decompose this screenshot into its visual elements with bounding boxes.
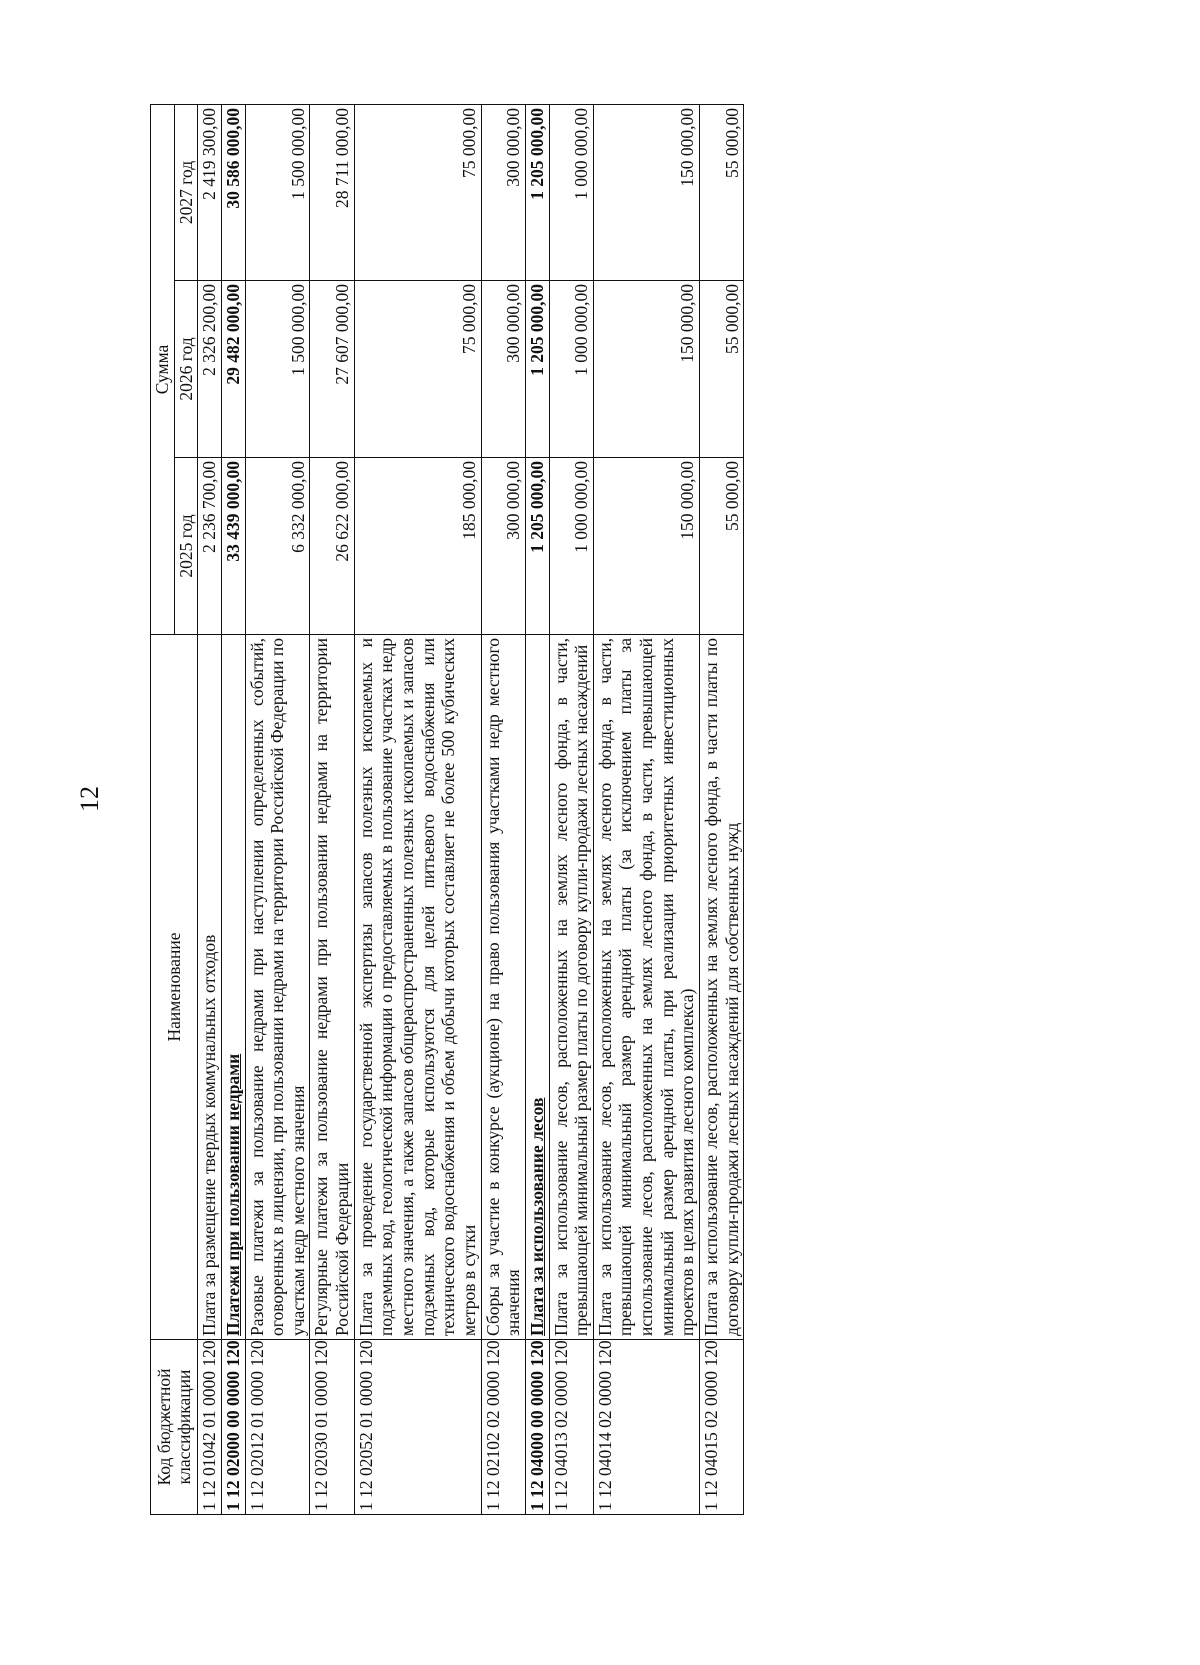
table-row <box>481 104 525 1514</box>
table-row <box>700 104 744 1514</box>
table-row <box>310 104 354 1514</box>
name-text: Плата за размещение твердых коммунальных отходов <box>199 934 220 1336</box>
value-2025-cell: 1 205 000,00 <box>525 458 549 635</box>
name-text: Разовые платежи за пользование недрами при наступлении определенных событий, оговоренных в лицензии, при пользовании недрами на территории Российской Федерации по участкам недр местного значения <box>246 638 308 1336</box>
name-cell <box>354 635 481 1340</box>
code-cell: 1 12 04014 02 0000 120 <box>593 1340 699 1515</box>
value-2027-cell: 1 205 000,00 <box>525 104 549 280</box>
value-2026-cell: 300 000,00 <box>481 281 525 458</box>
table-body <box>198 104 744 1514</box>
value-2027-cell: 28 711 000,00 <box>310 104 354 280</box>
name-cell <box>310 635 354 1340</box>
value-2025-cell: 150 000,00 <box>593 458 699 635</box>
name-cell <box>245 635 310 1340</box>
value-2025-cell: 1 000 000,00 <box>549 458 593 635</box>
name-cell <box>198 635 222 1340</box>
value-2026-cell: 1 205 000,00 <box>525 281 549 458</box>
code-cell: 1 12 02012 01 0000 120 <box>245 1340 310 1515</box>
code-cell: 1 12 02052 01 0000 120 <box>354 1340 481 1515</box>
name-cell <box>525 635 549 1340</box>
value-2027-cell: 150 000,00 <box>593 104 699 280</box>
table-row <box>525 104 549 1514</box>
header-name: Наименование <box>151 635 198 1340</box>
table-row <box>198 104 222 1514</box>
value-2025-cell: 26 622 000,00 <box>310 458 354 635</box>
code-cell: 1 12 04013 02 0000 120 <box>549 1340 593 1515</box>
header-row <box>151 104 175 1514</box>
value-2026-cell: 27 607 000,00 <box>310 281 354 458</box>
value-2027-cell: 300 000,00 <box>481 104 525 280</box>
name-cell <box>549 635 593 1340</box>
name-cell <box>593 635 699 1340</box>
value-2025-cell: 185 000,00 <box>354 458 481 635</box>
value-2026-cell: 150 000,00 <box>593 281 699 458</box>
value-2027-cell: 30 586 000,00 <box>221 104 245 280</box>
table-row <box>354 104 481 1514</box>
value-2025-cell: 55 000,00 <box>700 458 744 635</box>
value-2027-cell: 1 500 000,00 <box>245 104 310 280</box>
name-cell <box>700 635 744 1340</box>
header-code: Код бюджетной классификации <box>151 1340 198 1515</box>
name-cell <box>481 635 525 1340</box>
code-cell: 1 12 02102 02 0000 120 <box>481 1340 525 1515</box>
value-2025-cell: 6 332 000,00 <box>245 458 310 635</box>
value-2026-cell: 75 000,00 <box>354 281 481 458</box>
value-2025-cell: 2 236 700,00 <box>198 458 222 635</box>
header-year-2025: 2025 год <box>174 458 198 635</box>
value-2026-cell: 1 000 000,00 <box>549 281 593 458</box>
value-2027-cell: 1 000 000,00 <box>549 104 593 280</box>
code-cell: 1 12 02030 01 0000 120 <box>310 1340 354 1515</box>
name-text: Сборы за участие в конкурсе (аукционе) на право пользования участками недр местного значения <box>482 638 524 1336</box>
page-number: 12 <box>75 786 104 812</box>
value-2027-cell: 55 000,00 <box>700 104 744 280</box>
value-2026-cell: 1 500 000,00 <box>245 281 310 458</box>
name-text: Плата за использование лесов, расположенных на землях лесного фонда, в части, превышающей минимальный размер платы по договору купли-продажи лесных насаждений <box>550 638 592 1336</box>
rotated-table-container <box>150 105 744 1515</box>
name-text: Платежи при пользовании недрами <box>222 1053 243 1336</box>
code-cell: 1 12 02000 00 0000 120 <box>221 1340 245 1515</box>
header-sum: Сумма <box>151 104 175 634</box>
header-year-2026: 2026 год <box>174 281 198 458</box>
table-row <box>593 104 699 1514</box>
code-cell: 1 12 04000 00 0000 120 <box>525 1340 549 1515</box>
value-2026-cell: 55 000,00 <box>700 281 744 458</box>
value-2026-cell: 29 482 000,00 <box>221 281 245 458</box>
value-2027-cell: 2 419 300,00 <box>198 104 222 280</box>
value-2025-cell: 33 439 000,00 <box>221 458 245 635</box>
header-year-2027: 2027 год <box>174 104 198 280</box>
table-row <box>221 104 245 1514</box>
name-text: Плата за использование лесов, расположенных на землях лесного фонда, в части, превышающей минимальный размер арендной платы (за исключением платы за использование лесов, расположенных на землях лесного фонда, в части, превышающей минимальный размер арендной платы, при реализации приоритетных инвестиционных проектов в целях развития лесного комплекса) <box>594 638 698 1336</box>
name-text: Регулярные платежи за пользование недрами при пользовании недрами на территории Российской Федерации <box>311 638 353 1336</box>
name-text: Плата за проведение государственной экспертизы запасов полезных ископаемых и подземных вод, геологической информации о предоставляемых в пользование участках недр местного значения, а также запасов общераспространенных полезных ископаемых и запасов подземных вод, которые используются для целей питьевого водоснабжения или технического водоснабжения и объем добычи которых составляет не более 500 кубических метров в сутки <box>355 638 479 1336</box>
table-row <box>549 104 593 1514</box>
budget-table <box>150 104 744 1515</box>
code-cell: 1 12 01042 01 0000 120 <box>198 1340 222 1515</box>
name-text: Плата за использование лесов, расположенных на землях лесного фонда, в части платы по договору купли-продажи лесных насаждений для собственных нужд <box>701 638 742 1336</box>
table-row <box>245 104 310 1514</box>
code-cell: 1 12 04015 02 0000 120 <box>700 1340 744 1515</box>
value-2026-cell: 2 326 200,00 <box>198 281 222 458</box>
name-cell <box>221 635 245 1340</box>
name-text: Плата за использование лесов <box>526 1097 547 1336</box>
value-2027-cell: 75 000,00 <box>354 104 481 280</box>
value-2025-cell: 300 000,00 <box>481 458 525 635</box>
